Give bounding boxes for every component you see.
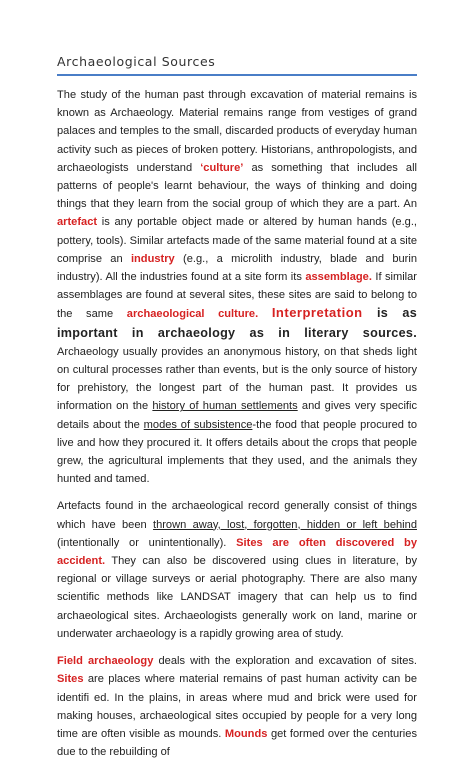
- highlighted-term: ‘culture’: [200, 161, 244, 174]
- document-body: [57, 86, 417, 770]
- paragraph: [57, 497, 417, 643]
- text-run: (intentionally or unintentionally).: [57, 536, 237, 549]
- text-run: Archaeology usually provides an anonymous history, on that sheds light on cultural processes rather than events, but is the only source of history for prehistory, the longest part of the human past. It provides us information on the: [57, 345, 417, 413]
- text-run: is any portable object made or altered by human hands (e.g., pottery, tools). Similar artefacts made of the same material found at a site comprise an: [57, 216, 417, 265]
- highlighted-term: Field archaeology: [57, 655, 154, 668]
- paragraph: [57, 86, 417, 488]
- highlighted-term: Sites are often discovered by accident.: [57, 536, 417, 568]
- highlighted-term: Mounds: [224, 727, 268, 740]
- text-run: Artefacts found in the archaeological record generally consist of things which have been: [57, 500, 417, 531]
- highlighted-term: industry: [130, 252, 175, 265]
- text-run: They can also be discovered using clues in literature, by regional or village surveys or aerial photography. There are also many scientific methods like LANDSAT imagery that can help us to find archaeological sites. Archaeologists generally work on land, marine or underwater archaeology is a rapidly growing area of study.: [57, 555, 417, 640]
- text-run: (e.g., a microlith industry, blade and burin industry). All the industries found at a site form its: [57, 252, 417, 284]
- text-run: The study of the human past through excavation of material remains is known as Archaeology. Material remains range from vestiges of grand palaces and temples to the small, discarded products of everyday human activity such as pieces of broken pottery. Historians, anthropologists, and archaeologists understand: [57, 89, 417, 174]
- highlighted-term: Interpretation: [271, 305, 363, 321]
- emphasized-phrase: is as important in archaeology as in literary sources.: [57, 306, 417, 340]
- text-run: -the food that people procured to live and how they procured it. It offers details about the crops that people grew, the agricultural implements that they used, and the animals they hunted and tamed.: [57, 418, 417, 486]
- title-underline-rule: [57, 74, 417, 76]
- text-run: as something that includes all patterns of people's learnt behaviour, the ways of thinking and doing things that they learn from the social group of which they are a part. An: [57, 161, 417, 211]
- highlighted-term: Sites: [57, 673, 84, 686]
- text-run: get formed over the centuries due to the rebuilding of: [57, 727, 417, 759]
- text-run: are places where material remains of past human activity can be identifi ed. In the plains, in areas where mud and brick were used for making houses, archaeological sites occupied by people for a very long time are often visible as mounds.: [57, 673, 417, 740]
- text-run: and gives very specific details about the: [57, 400, 418, 431]
- underlined-phrase: thrown away, lost, forgotten, hidden or left behind: [152, 518, 417, 531]
- text-run: If similar assemblages are found at several sites, these sites are said to belong to the same: [57, 271, 417, 321]
- highlighted-term: artefact: [57, 216, 98, 229]
- highlighted-term: archaeological culture.: [126, 308, 259, 321]
- page-title: Archaeological Sources: [57, 54, 216, 69]
- underlined-phrase: modes of subsistence: [143, 418, 253, 431]
- paragraph: [57, 652, 417, 761]
- text-run: [258, 308, 272, 320]
- highlighted-term: assemblage.: [305, 271, 372, 284]
- underlined-phrase: history of human settlements: [152, 400, 298, 413]
- text-run: deals with the exploration and excavation of sites.: [153, 655, 417, 668]
